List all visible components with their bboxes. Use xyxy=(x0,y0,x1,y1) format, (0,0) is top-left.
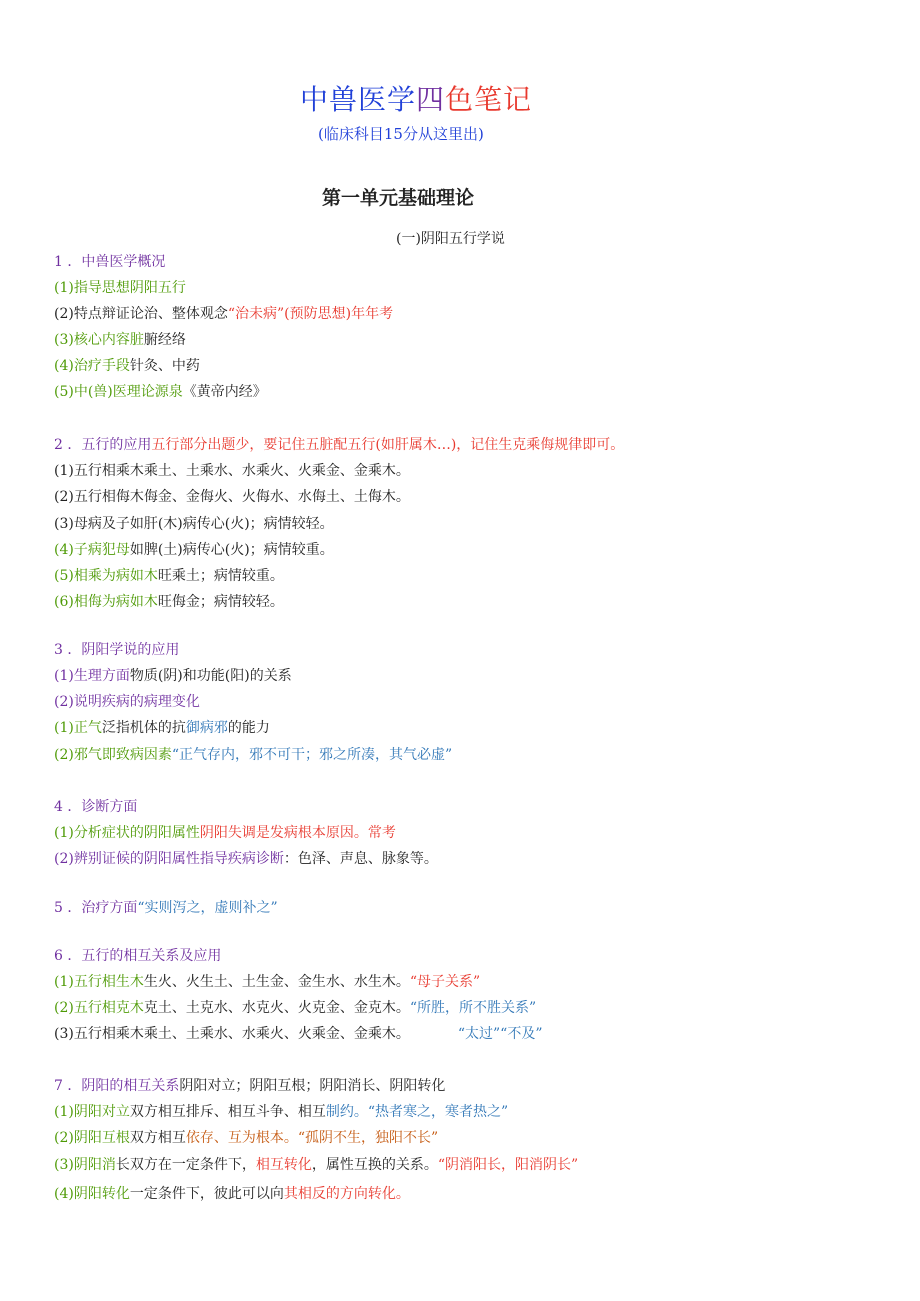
list-item xyxy=(54,593,284,611)
text-run: “实则泻之，虚则补之” xyxy=(137,900,278,916)
text-run: “母子关系” xyxy=(409,974,481,990)
text-run: 阴阳失调是发病根本原因。常考 xyxy=(199,825,396,841)
list-item xyxy=(54,850,438,868)
list-item xyxy=(54,746,452,764)
list-item xyxy=(54,1129,438,1147)
text-run: (1)分析症状的阴阳属性 xyxy=(54,825,200,841)
title-part-3: 色笔记 xyxy=(445,83,533,116)
text-run: 其相反的方向转化。 xyxy=(283,1186,410,1202)
text-run: (1)阴阳对立 xyxy=(54,1104,130,1120)
text-run: (1)生理方面 xyxy=(54,668,130,684)
text-run: 如脾(土)病传心(火)；病情较重。 xyxy=(129,542,334,558)
text-run: 制约。 xyxy=(325,1104,368,1120)
text-run: 阴阳对立；阴阳互根；阴阳消长、阴阳转化 xyxy=(179,1078,446,1094)
list-item xyxy=(54,999,536,1017)
text-run: 的能力 xyxy=(227,720,270,736)
text-run: 《黄帝内经》 xyxy=(182,384,267,400)
section-title: (一)阴阳五行学说 xyxy=(396,231,505,247)
text-run: 生火、火生土、土生金、金生水、水生木。 xyxy=(143,974,410,990)
text-run: 1 ．中兽医学概况 xyxy=(54,254,166,270)
text-run: 泛指机体的抗 xyxy=(101,720,186,736)
text-run: (2)邪气即致病因素 xyxy=(54,747,172,763)
text-run: (5)相乘为病如木 xyxy=(54,568,158,584)
text-run: “所胜，所不胜关系” xyxy=(409,1000,537,1016)
text-run: (1)指导思想阴阳五行 xyxy=(54,280,186,296)
list-item xyxy=(54,973,480,991)
text-run: (5)中(兽)医理论源泉 xyxy=(54,384,183,400)
list-item xyxy=(54,515,334,533)
text-run: ：色泽、声息、脉象等。 xyxy=(283,851,438,867)
text-run: 相互转化 xyxy=(255,1157,312,1173)
text-run: (3)核心内容脏 xyxy=(54,332,144,348)
text-run: 御病邪 xyxy=(185,720,228,736)
list-item xyxy=(54,693,200,711)
text-run: 5 ．治疗方面 xyxy=(54,900,138,916)
list-item xyxy=(54,1156,578,1174)
list-item xyxy=(54,357,200,375)
text-run: 针灸、中药 xyxy=(129,358,200,374)
list-item xyxy=(54,1185,410,1203)
list-item xyxy=(54,331,186,349)
heading-5 xyxy=(54,899,278,917)
heading-3 xyxy=(54,641,179,659)
text-run: 3 ．阴阳学说的应用 xyxy=(54,642,180,658)
list-item xyxy=(54,383,267,401)
text-run: 一定条件下，彼此可以向 xyxy=(129,1186,284,1202)
text-run: 旺乘土；病情较重。 xyxy=(157,568,284,584)
text-run: “热者寒之，寒者热之” xyxy=(367,1104,509,1120)
text-run: (1)五行相生木 xyxy=(54,974,144,990)
heading-4 xyxy=(54,798,137,816)
document-subtitle: (临床科目15分从这里出) xyxy=(318,125,484,143)
text-run: (3)阴阳消 xyxy=(54,1157,116,1173)
text-run: (2)五行相克木 xyxy=(54,1000,144,1016)
text-run: ，属性互换的关系。 xyxy=(311,1157,438,1173)
list-item xyxy=(54,305,393,323)
list-item xyxy=(54,541,334,559)
list-item xyxy=(54,462,410,480)
text-run: 五行部分出题少，要记住五脏配五行(如肝属木…)，记住生克乘侮规律即可。 xyxy=(151,437,625,453)
text-run: (4)阴阳转化 xyxy=(54,1186,130,1202)
text-run: (1)正气 xyxy=(54,720,102,736)
text-run: (4)子病犯母 xyxy=(54,542,130,558)
text-run: 依存、互为根本。“孤阴不生，独阳不长” xyxy=(185,1130,439,1146)
text-run: (4)治疗手段 xyxy=(54,358,130,374)
list-item xyxy=(54,824,396,842)
list-item xyxy=(54,719,270,737)
text-run: (2)辨别证候的阴阳属性指导疾病诊断 xyxy=(54,851,284,867)
text-run: (2)特点辩证论治、整体观念 xyxy=(54,306,228,322)
unit-title: 第一单元基础理论 xyxy=(322,187,475,209)
text-run: 7 ．阴阳的相互关系 xyxy=(54,1078,180,1094)
text-run: (6)相侮为病如木 xyxy=(54,594,158,610)
text-run: 双方相互 xyxy=(129,1130,186,1146)
text-run: 物质(阴)和功能(阳)的关系 xyxy=(129,668,292,684)
text-run: “正气存内，邪不可干；邪之所凑，其气必虚” xyxy=(171,747,453,763)
text-run: “太过”“不及” xyxy=(457,1026,543,1042)
text-run: “治未病”(预防思想)年年考 xyxy=(227,306,394,322)
text-run: 长双方在一定条件下， xyxy=(115,1157,256,1173)
list-item xyxy=(54,488,410,506)
heading-7 xyxy=(54,1077,445,1095)
text-run: 6 ．五行的相互关系及应用 xyxy=(54,948,222,964)
text-run: 腑经络 xyxy=(143,332,186,348)
heading-6 xyxy=(54,947,221,965)
text-run: “阴消阳长，阳消阴长” xyxy=(437,1157,579,1173)
text-run: (3)母病及子如肝(木)病传心(火)；病情较轻。 xyxy=(54,516,334,532)
list-item xyxy=(54,279,186,297)
title-part-2: 四 xyxy=(416,83,446,116)
text-run: (2)说明疾病的病理变化 xyxy=(54,694,200,710)
list-item xyxy=(54,1103,508,1121)
heading-1 xyxy=(54,253,165,271)
document-title xyxy=(300,78,532,118)
text-run: 4 ．诊断方面 xyxy=(54,799,138,815)
text-run: (2)阴阳互根 xyxy=(54,1130,130,1146)
text-run: 双方相互排斥、相互斗争、相互 xyxy=(129,1104,326,1120)
text-run: (2)五行相侮木侮金、金侮火、火侮水、水侮土、土侮木。 xyxy=(54,489,410,505)
text-run: 克土、土克水、水克火、火克金、金克木。 xyxy=(143,1000,410,1016)
text-run: 旺侮金；病情较轻。 xyxy=(157,594,284,610)
text-run: (3)五行相乘木乘土、土乘水、水乘火、火乘金、金乘木。 xyxy=(54,1026,410,1042)
list-item xyxy=(54,667,292,685)
list-item xyxy=(54,567,284,585)
text-run: (1)五行相乘木乘土、土乘水、水乘火、火乘金、金乘木。 xyxy=(54,463,410,479)
title-part-1: 中兽医学 xyxy=(300,83,417,116)
text-run: 2 ．五行的应用 xyxy=(54,437,152,453)
heading-2 xyxy=(54,436,624,454)
list-item xyxy=(54,1025,542,1043)
